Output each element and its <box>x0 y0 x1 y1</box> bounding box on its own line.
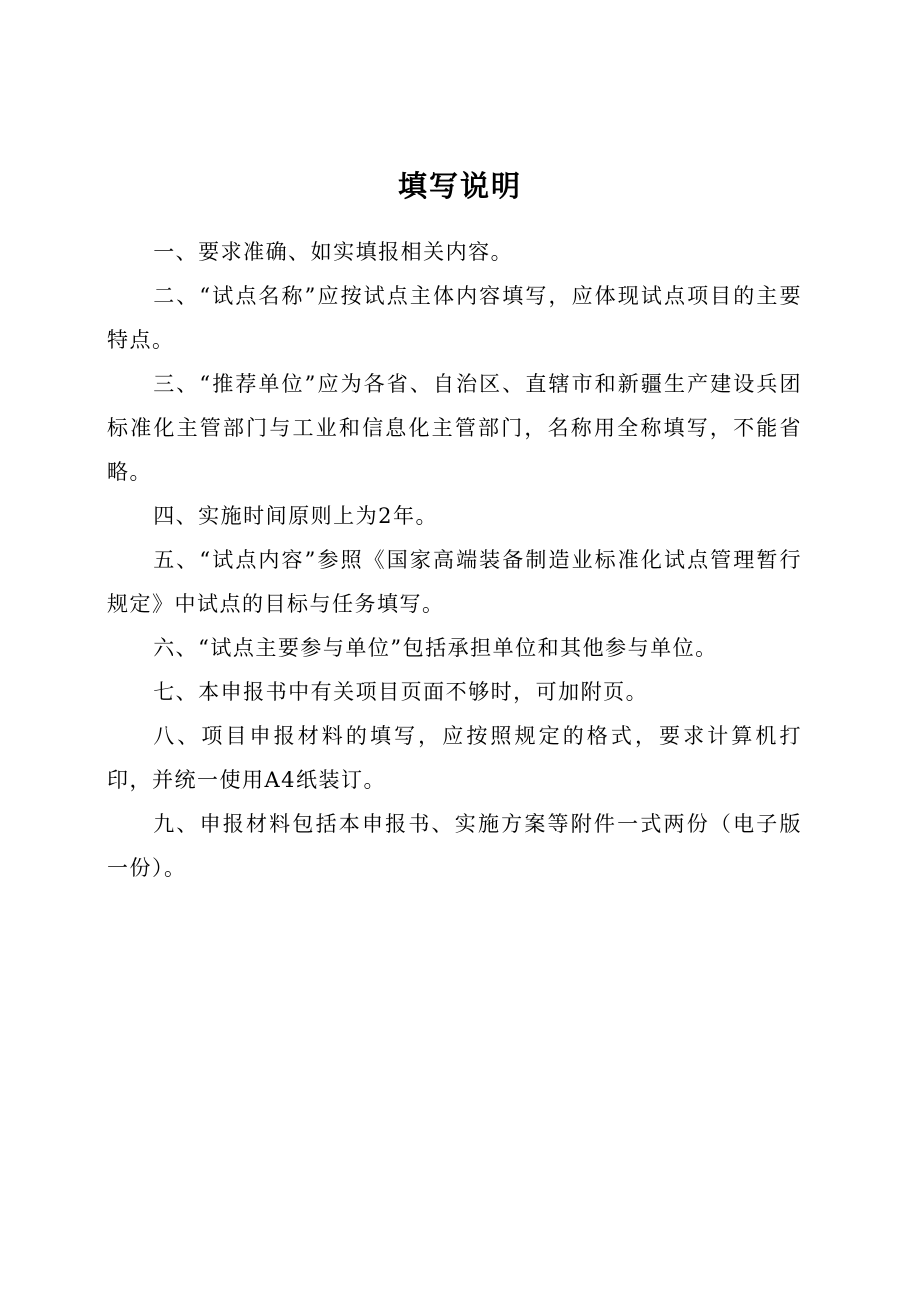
instruction-item-8: 八、项目申报材料的填写，应按照规定的格式，要求计算机打印，并统一使用A4纸装订。 <box>107 724 802 792</box>
instruction-item-4: 四、实施时间原则上为2年。 <box>153 504 439 528</box>
page-title: 填写说明 <box>397 169 522 203</box>
instruction-item-3: 三、“推荐单位”应为各省、自治区、直辖市和新疆生产建设兵团标准化主管部门与工业和信息化主管部门，名称用全称填写，不能省略。 <box>107 372 802 484</box>
instruction-item-6: 六、“试点主要参与单位”包括承担单位和其他参与单位。 <box>153 636 718 660</box>
instruction-item-9: 九、申报材料包括本申报书、实施方案等附件一式两份（电子版一份）。 <box>107 812 802 880</box>
instruction-item-5: 五、“试点内容”参照《国家高端装备制造业标准化试点管理暂行规定》中试点的目标与任务填写。 <box>107 548 802 616</box>
instruction-item-2: 二、“试点名称”应按试点主体内容填写，应体现试点项目的主要特点。 <box>107 284 802 352</box>
instruction-item-1: 一、要求准确、如实填报相关内容。 <box>153 240 514 264</box>
instructions-body <box>107 230 802 890</box>
instruction-item-7: 七、本申报书中有关项目页面不够时，可加附页。 <box>153 680 649 704</box>
